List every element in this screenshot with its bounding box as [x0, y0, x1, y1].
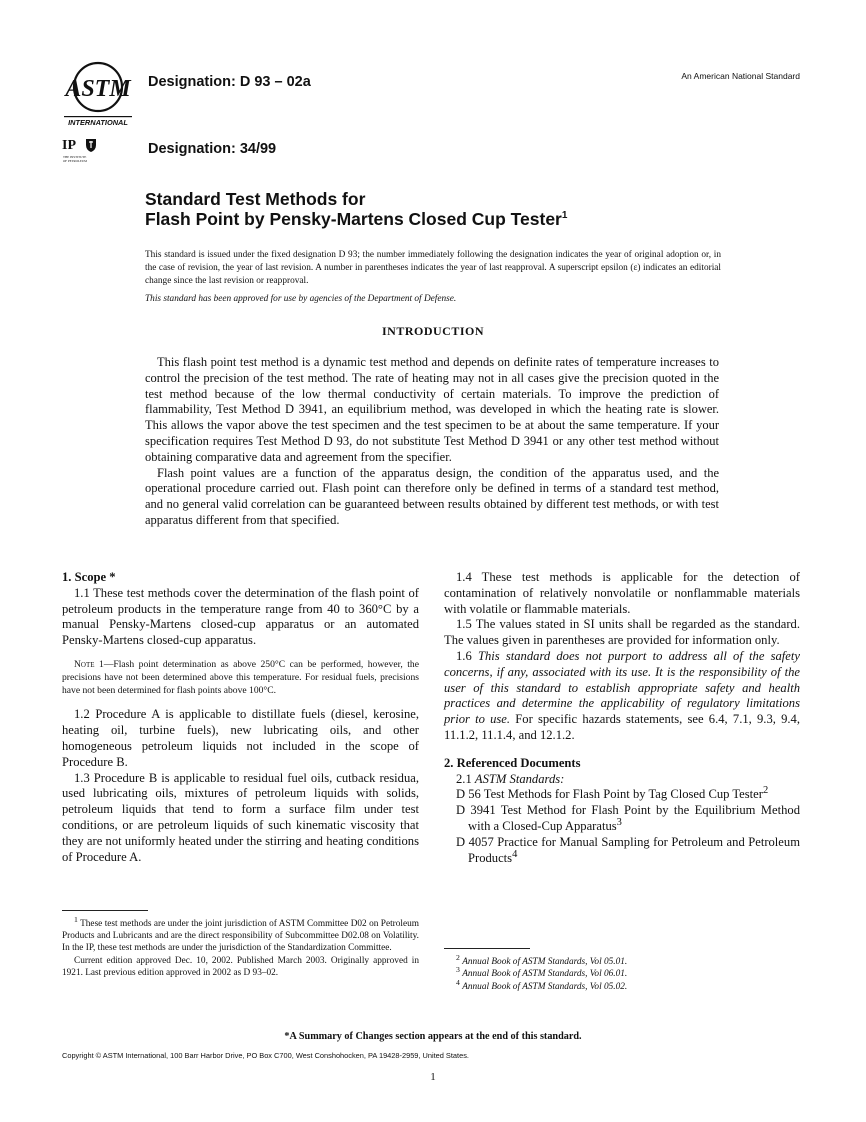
astm-logo [62, 60, 134, 128]
footnote-4-mark: 4 [456, 977, 460, 987]
section-1-3: 1.3 Procedure B is applicable to residual fuel oils, cutback residua, used lubricating oils, mixtures of petroleum liquids with solids, petroleum liquids that tend to form a surface film under test conditions, or are petroleum liquids of such kinematic viscosity that they are not uniformly heated under the stirring and heating conditions of Procedure A. [62, 770, 419, 864]
astm-logo-letters: ASTM [65, 76, 131, 102]
section-1-6-rest: For specific hazards statements, see 6.4, 7.1, 9.3, 9.4, 11.1.2, 11.1.4, and 12.1.2. [444, 712, 800, 742]
footnote-4-text: Annual Book of ASTM Standards, Vol 05.02. [462, 981, 628, 992]
introduction-paragraph-1: This flash point test method is a dynamic test method and depends on definite rates of temperature increases to control the precision of the test method. The rate of heating may not in all cases give the precision quoted in the test method because of the low thermal conductivity of certain materials. To improve the prediction of flammability, Test Method D 3941, an equilibrium method, was developed in which the heating rate is slower. This allows the vapor above the test specimen and the test specimen to be at about the same temperature. If your specification requires Test Method D 93, do not substitute Test Method D 3941 or any other test method without obtaining comparative data and agreement from the specifier. [145, 355, 719, 464]
referenced-documents-heading: 2. Referenced Documents [444, 755, 581, 770]
right-column [444, 570, 800, 866]
astm-standards-subheading [444, 772, 800, 788]
ip-logo-letters: IP [62, 138, 76, 153]
title-line-1: Standard Test Methods for [145, 189, 366, 209]
section-1-6 [444, 649, 800, 744]
reference-d56 [456, 787, 800, 803]
title-line-2: Flash Point by Pensky-Martens Closed Cup Tester [145, 209, 562, 229]
note-1-label: Note 1 [74, 658, 104, 670]
svg-text:OF PETROLEUM: OF PETROLEUM [63, 159, 87, 163]
footnote-rule-left [62, 910, 148, 911]
note-1-text: —Flash point determination as above 250°C can be performed, however, the precisions have not been determined above this temperature. For residual fuels, precisions have not been determined for flash points above 100°C. [62, 658, 419, 696]
section-1-6-italic: This standard does not purport to address all of the safety concerns, if any, associated with its use. It is the responsibility of the user of this standard to establish appropriate safety and health practices and determine the applicability of regulatory limitations prior to use. [444, 648, 800, 727]
introduction-paragraph-2: Flash point values are a function of the apparatus design, the condition of the apparatus used, and the operational procedure carried out. Flash point can therefore only be defined in terms of a standard test method, and no general valid correlation can be guaranteed between results obtained by different test methods, or with test apparatus different from that specified. [145, 465, 719, 527]
national-standard-label: An American National Standard [681, 71, 800, 81]
section-1-6-number: 1.6 [456, 648, 472, 663]
reference-d4057 [456, 835, 800, 867]
introduction-body [145, 355, 719, 529]
left-column [62, 570, 419, 865]
approval-note: This standard has been approved for use by agencies of the Department of Defense. [145, 294, 457, 304]
footnote-1-edition: Current edition approved Dec. 10, 2002. Published March 2003. Originally approved in 1921. Last previous edition approved in 2002 as D 93–02. [62, 955, 419, 978]
footnote-1 [62, 914, 420, 955]
astm-standards-label: ASTM Standards: [474, 771, 565, 786]
section-1-4: 1.4 These test methods is applicable for the detection of contamination of relatively nonvolatile or nonflammable materials with volatile or flammable materials. [444, 570, 800, 616]
section-1-2: 1.2 Procedure A is applicable to distillate fuels (diesel, kerosine, heating oil, turbine fuels), new lubricating oils, and other homogeneous petroleum liquids not included in the scope of Procedure B. [62, 707, 419, 769]
reference-d4057-text: D 4057 Practice for Manual Sampling for Petroleum and Petroleum Products [456, 834, 800, 865]
summary-of-changes-note: *A Summary of Changes section appears at the end of this standard. [284, 1031, 582, 1042]
footnote-2-mark: 2 [456, 952, 460, 962]
footnote-3 [444, 965, 800, 980]
note-1 [62, 659, 419, 697]
reference-d56-mark: 2 [762, 785, 769, 797]
astm-standards-number: 2.1 [456, 771, 472, 786]
reference-list [444, 787, 800, 866]
footnote-rule-right [444, 948, 530, 949]
footnotes-right [444, 952, 800, 993]
footnote-2-text: Annual Book of ASTM Standards, Vol 05.01. [462, 957, 628, 967]
reference-d3941-text: D 3941 Test Method for Flash Point by the Equilibrium Method with a Closed-Cup Apparatus [456, 803, 800, 833]
issue-note: This standard is issued under the fixed designation D 93; the number immediately following the designation indicates the year of original adoption or, in the case of revision, the year of last revision. A number in parentheses indicates the year of last reapproval. A superscript epsilon (ε) indicates an editorial change since the last revision or reapproval. [145, 250, 721, 286]
reference-d3941-mark: 3 [616, 816, 622, 828]
reference-d56-text: D 56 Test Methods for Flash Point by Tag Closed Cup Tester [456, 787, 763, 802]
copyright-line: Copyright © ASTM International, 100 Barr Harbor Drive, PO Box C700, West Conshohocken, PA 19428-2959, United States. [62, 1051, 469, 1060]
title-footnote-mark: 1 [561, 210, 568, 222]
document-title [145, 189, 567, 229]
footnote-3-mark: 3 [456, 965, 460, 975]
astm-logo-international: INTERNATIONAL [68, 118, 128, 127]
reference-d4057-mark: 4 [512, 848, 518, 860]
footnote-3-text: Annual Book of ASTM Standards, Vol 06.01. [462, 969, 628, 980]
footnote-4 [444, 977, 800, 993]
svg-text:THE INSTITUTE: THE INSTITUTE [63, 155, 87, 159]
ip-logo [62, 136, 112, 166]
designation-astm: Designation: D 93 – 02a [148, 74, 311, 90]
section-1-5: 1.5 The values stated in SI units shall be regarded as the standard. The values given in parentheses are provided for information only. [444, 617, 800, 648]
designation-ip: Designation: 34/99 [148, 141, 277, 157]
scope-heading: 1. Scope * [62, 570, 116, 584]
footnote-1-mark: 1 [74, 914, 78, 924]
footnotes-left [62, 914, 420, 979]
page-number: 1 [430, 1071, 436, 1083]
reference-d3941 [456, 803, 800, 835]
footnote-2 [444, 952, 800, 968]
introduction-heading: INTRODUCTION [381, 324, 484, 338]
section-1-1: 1.1 These test methods cover the determination of the flash point of petroleum products in the temperature range from 40 to 360°C by a manual Pensky-Martens closed-cup apparatus or an automated Pensky-Martens closed-cup apparatus. [62, 585, 419, 648]
footnote-1-text: These test methods are under the joint jurisdiction of ASTM Committee D02 on Petroleum Products and Lubricants and are the direct responsibility of Subcommittee D02.08 on Volatility. In the IP, these test methods are under the jurisdiction of the Standardization Committee. [62, 919, 420, 954]
